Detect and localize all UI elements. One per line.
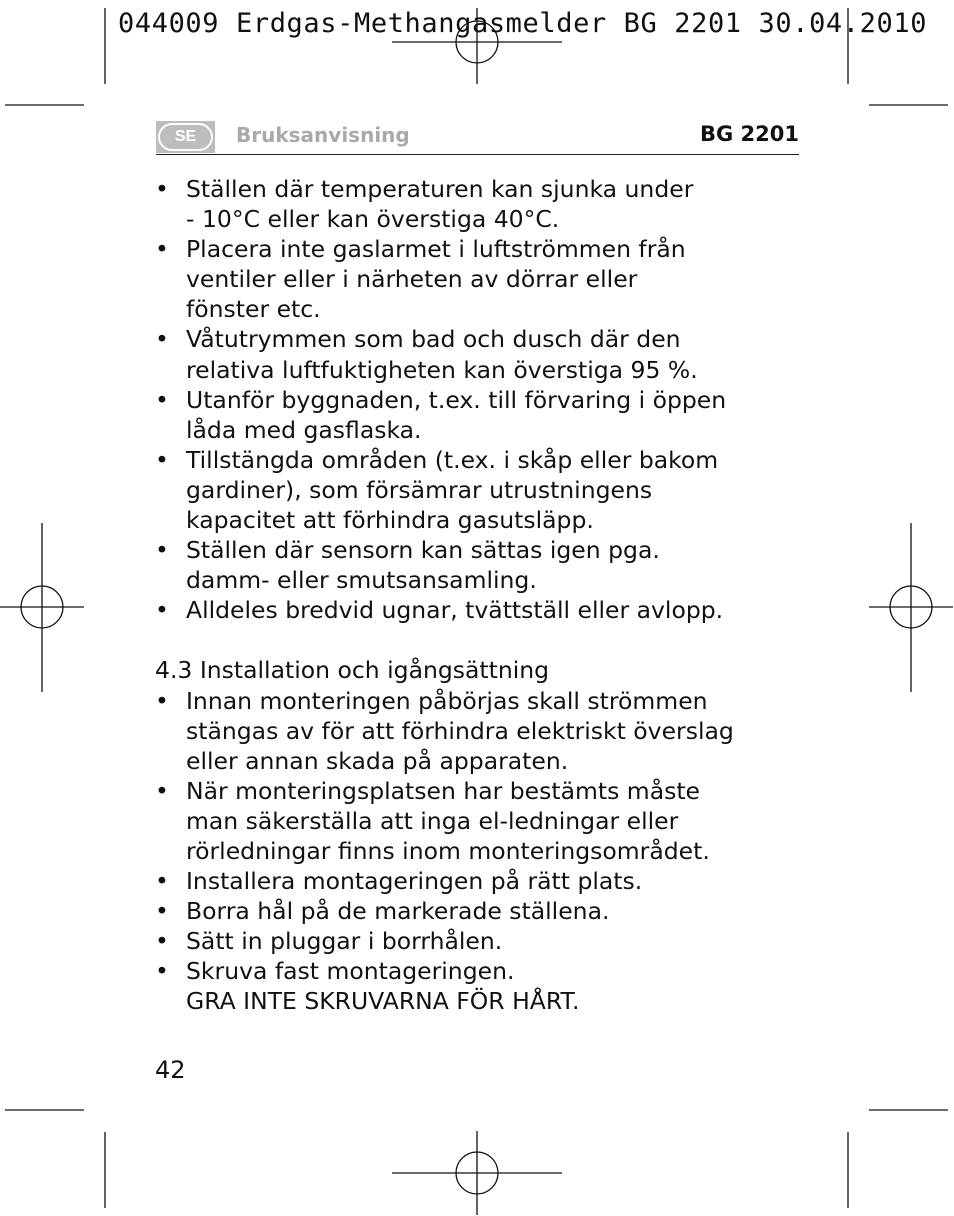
installation-steps-list — [155, 686, 795, 1017]
list-item: • Innan monteringen påbörjas skall strömmen stängas av för att förhindra elektriskt överslag eller annan skada på apparaten. — [155, 686, 795, 776]
page-number: 42 — [155, 1056, 186, 1084]
list-item: • Placera inte gaslarmet i luftströmmen från ventiler eller i närheten av dörrar eller fönster etc. — [155, 234, 795, 324]
list-item: • Installera montageringen på rätt plats. — [155, 866, 795, 896]
list-item: • Utanför byggnaden, t.ex. till förvaring i öppen låda med gasflaska. — [155, 385, 795, 445]
section-heading: 4.3 Installation och igångsättning — [155, 656, 550, 685]
document-title: Bruksanvisning — [236, 123, 410, 147]
list-item: • Alldeles bredvid ugnar, tvättställ eller avlopp. — [155, 595, 795, 625]
print-job-header: 044009 Erdgas-Methangasmelder BG 2201 30.04.2010 — [118, 8, 928, 39]
list-item: • Ställen där temperaturen kan sjunka under - 10°C eller kan överstiga 40°C. — [155, 174, 795, 234]
model-number: BG 2201 — [699, 122, 799, 146]
header-divider — [156, 154, 799, 155]
list-item: • När monteringsplatsen har bestämts måste man säkerställa att inga el-ledningar eller rörledningar finns inom monteringsområdet. — [155, 776, 795, 866]
list-item: • Skruva fast montageringen. GRA INTE SKRUVARNA FÖR HÅRT. — [155, 956, 795, 1016]
list-item: • Borra hål på de markerade ställena. — [155, 896, 795, 926]
page-body — [155, 174, 795, 1017]
list-item: • Våtutrymmen som bad och dusch där den relativa luftfuktigheten kan överstiga 95 %. — [155, 324, 795, 384]
list-item: • Sätt in pluggar i borrhålen. — [155, 926, 795, 956]
language-badge — [156, 121, 215, 153]
language-badge-label: SE — [158, 123, 213, 151]
unsuitable-locations-list — [155, 174, 795, 625]
list-item: • Ställen där sensorn kan sättas igen pga. damm- eller smutsansamling. — [155, 535, 795, 595]
list-item: • Tillstängda områden (t.ex. i skåp eller bakom gardiner), som försämrar utrustningens kapacitet att förhindra gasutsläpp. — [155, 445, 795, 535]
